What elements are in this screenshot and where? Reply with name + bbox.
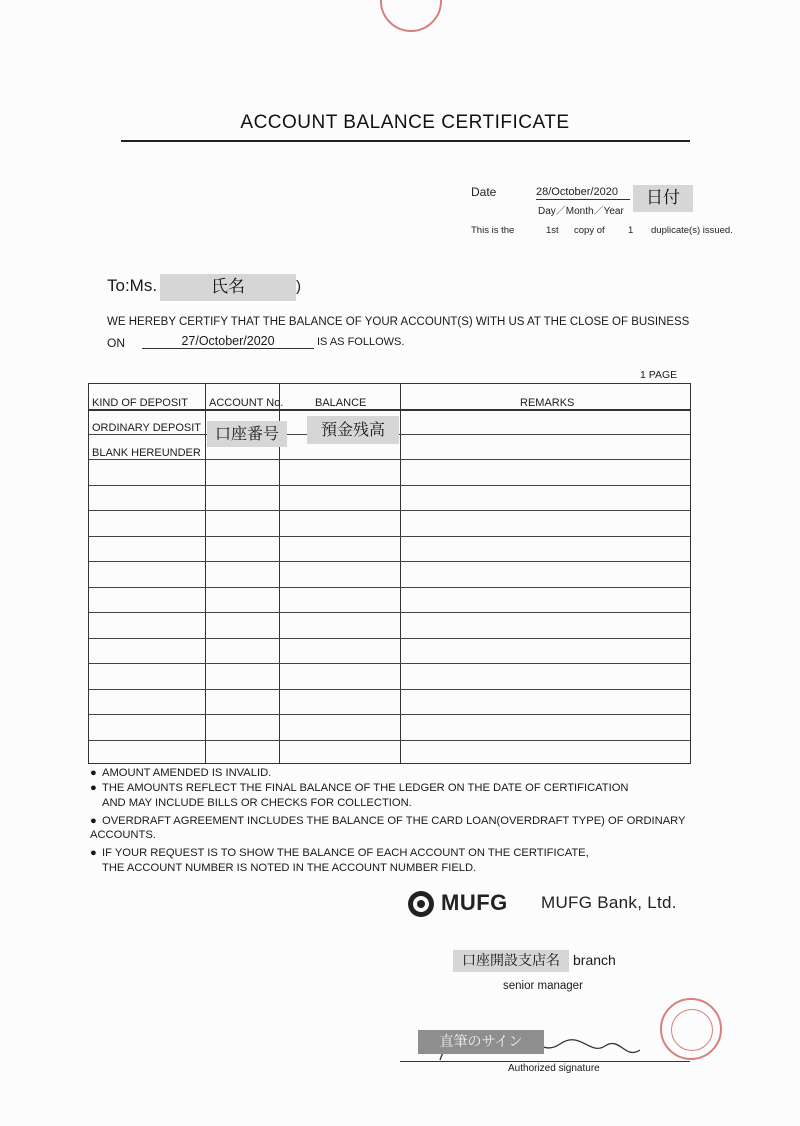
title-underline: [121, 140, 690, 142]
date-mask: 日付: [633, 185, 693, 212]
signature-mask: 直筆のサイン: [418, 1030, 544, 1054]
deposit-table: [88, 383, 691, 764]
note-item: ● AMOUNT AMENDED IS INVALID.: [90, 767, 272, 779]
row-rule: [89, 536, 690, 537]
header-account-no: ACCOUNT No.: [209, 397, 284, 409]
recipient-name-tail: ): [296, 278, 301, 295]
note-item: ● IF YOUR REQUEST IS TO SHOW THE BALANCE OF EACH ACCOUNT ON THE CERTIFICATE,: [90, 847, 589, 859]
row-rule: [89, 459, 690, 460]
row-rule: [89, 714, 690, 715]
row-rule: [89, 663, 690, 664]
row-kind-ordinary-deposit: ORDINARY DEPOSIT: [92, 422, 202, 434]
certify-as-follows: IS AS FOLLOWS.: [317, 336, 405, 348]
note-item: ● OVERDRAFT AGREEMENT INCLUDES THE BALANCE OF THE CARD LOAN(OVERDRAFT TYPE) OF ORDINARY ACCOUNTS.: [90, 815, 686, 841]
manager-title: senior manager: [503, 980, 583, 992]
signature-line: [400, 1061, 690, 1062]
row-rule: [89, 510, 690, 511]
certify-line: WE HEREBY CERTIFY THAT THE BALANCE OF YOUR ACCOUNT(S) WITH US AT THE CLOSE OF BUSINESS: [107, 316, 690, 328]
row-rule: [89, 638, 690, 639]
mufg-logo: [405, 888, 525, 920]
date-label: Date: [471, 185, 497, 199]
branch-label: branch: [573, 952, 616, 968]
header-remarks: REMARKS: [520, 397, 575, 409]
date-value: 28/October/2020: [536, 186, 630, 200]
certify-on-label: ON: [107, 336, 125, 350]
page-number-label: 1 PAGE: [640, 369, 678, 381]
note-item-continued: THE ACCOUNT NUMBER IS NOTED IN THE ACCOUNT NUMBER FIELD.: [102, 862, 477, 874]
certify-on-date: 27/October/2020: [142, 334, 314, 349]
copy-of: copy of: [574, 225, 605, 236]
balance-mask: 預金残高: [307, 416, 399, 444]
header-rule: [89, 409, 690, 411]
seal-stamp-top: [380, 0, 442, 32]
column-divider: [205, 384, 206, 763]
copy-total: 1: [628, 225, 634, 236]
notes-section: [90, 766, 730, 879]
row-rule: [89, 689, 690, 690]
mufg-logo-text: MUFG: [441, 890, 508, 915]
copy-number: 1st: [546, 225, 559, 236]
signature-caption: Authorized signature: [508, 1063, 600, 1074]
date-format: Day／Month／Year: [538, 206, 624, 217]
row-rule: [89, 485, 690, 486]
account-number-mask: 口座番号: [207, 421, 287, 447]
row-rule: [89, 587, 690, 588]
recipient-to-label: To:Ms.: [107, 276, 158, 295]
note-item-continued: AND MAY INCLUDE BILLS OR CHECKS FOR COLLECTION.: [102, 797, 412, 809]
branch-mask: 口座開設支店名: [453, 950, 569, 972]
header-balance: BALANCE: [315, 397, 367, 409]
column-divider: [400, 384, 401, 763]
row-kind-blank-hereunder: BLANK HEREUNDER: [92, 447, 201, 459]
page-title: ACCOUNT BALANCE CERTIFICATE: [240, 112, 570, 133]
copy-prefix: This is the: [471, 225, 515, 236]
header-kind-of-deposit: KIND OF DEPOSIT: [92, 397, 188, 409]
seal-stamp-signature: [660, 998, 722, 1060]
recipient-name-mask: 氏名: [160, 274, 296, 301]
row-rule: [89, 740, 690, 741]
copy-suffix: duplicate(s) issued.: [651, 225, 733, 236]
note-item: ● THE AMOUNTS REFLECT THE FINAL BALANCE OF THE LEDGER ON THE DATE OF CERTIFICATION: [90, 782, 629, 794]
row-rule: [89, 561, 690, 562]
row-rule: [89, 612, 690, 613]
bank-name: MUFG Bank, Ltd.: [541, 893, 677, 912]
